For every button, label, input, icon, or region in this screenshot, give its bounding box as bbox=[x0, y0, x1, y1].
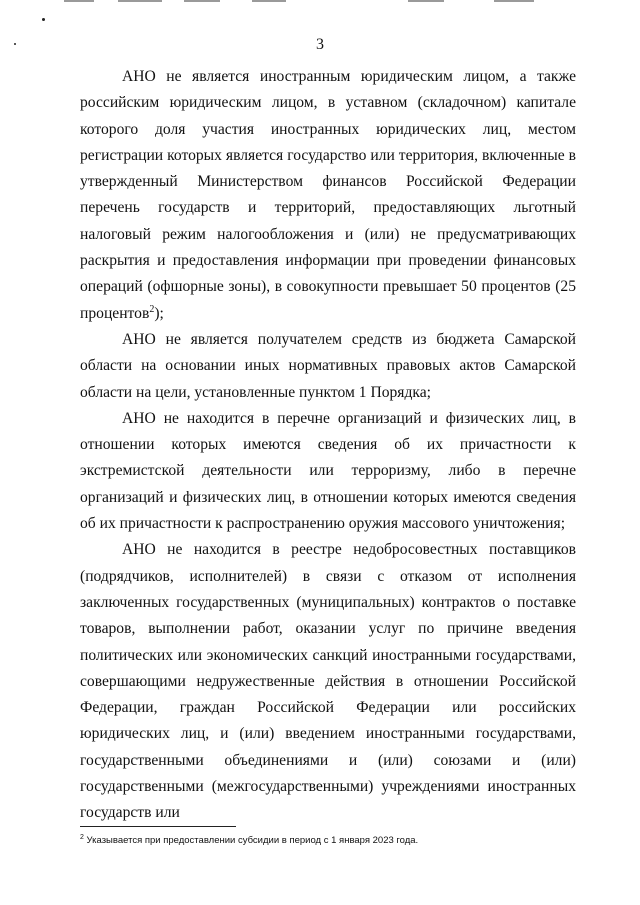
document-body bbox=[80, 64, 576, 827]
paragraph-offshore-status bbox=[80, 64, 576, 327]
scan-artifact-line bbox=[64, 0, 94, 2]
paragraph-text-tail: ); bbox=[154, 304, 164, 322]
paragraph-supplier-registry: АНО не находится в реестре недобросовестных поставщиков (подрядчиков, исполнителей) в связи с отказом от исполнения заключенных государственных (муниципальных) контрактов о поставке товаров, выполнении работ, оказании услуг по причине введения политических или экономических санкций иностранными государствами, совершающими недружественные действия в отношении Российской Федерации, граждан Российской Федерации или российских юридических лиц, и (или) введением иностранными государствами, государственными объединениями и (или) союзами и (или) государственными (межгосударственными) учреждениями иностранных государств или bbox=[80, 541, 576, 822]
footnote-reference: 2 bbox=[149, 303, 155, 315]
scan-artifact-line bbox=[252, 0, 286, 2]
footnote-text: Указывается при предоставлении субсидии в период с 1 января 2023 года. bbox=[86, 835, 419, 847]
footnote-separator bbox=[80, 826, 236, 827]
page-number: 3 bbox=[316, 36, 324, 53]
footnote bbox=[80, 831, 576, 847]
scan-artifact-line bbox=[184, 0, 220, 2]
paragraph-extremism-list: АНО не находится в перечне организаций и физических лиц, в отношении которых имеются сведения об их причастности к экстремистской деятельности или терроризму, либо в перечне организаций и физических лиц, в отношении которых имеются сведения об их причастности к распространению оружия массового уничтожения; bbox=[80, 409, 576, 533]
paragraph-budget-recipient: АНО не является получателем средств из бюджета Самарской области на основании иных нормативных правовых актов Самарской области на цели, установленные пунктом 1 Порядка; bbox=[80, 330, 576, 401]
footnote-marker: 2 bbox=[80, 834, 84, 841]
scan-artifact-line bbox=[408, 0, 444, 2]
scan-speck bbox=[42, 18, 45, 21]
scan-artifact-line bbox=[494, 0, 534, 2]
paragraph-text: АНО не является иностранным юридическим лицом, а также российским юридическим лицом, в уставном (складочном) капитале которого доля участия иностранных юридических лиц, местом регистрации которых является государство или территория, включенные в утвержденный Министерством финансов Российской Федерации перечень государств и территорий, предоставляющих льготный налоговый режим налогообложения и (или) не предусматривающих раскрытия и предоставления информации при проведении финансовых операций (офшорные зоны), в совокупности превышает 50 процентов (25 процентов bbox=[80, 68, 576, 322]
scan-artifact-line bbox=[118, 0, 162, 2]
